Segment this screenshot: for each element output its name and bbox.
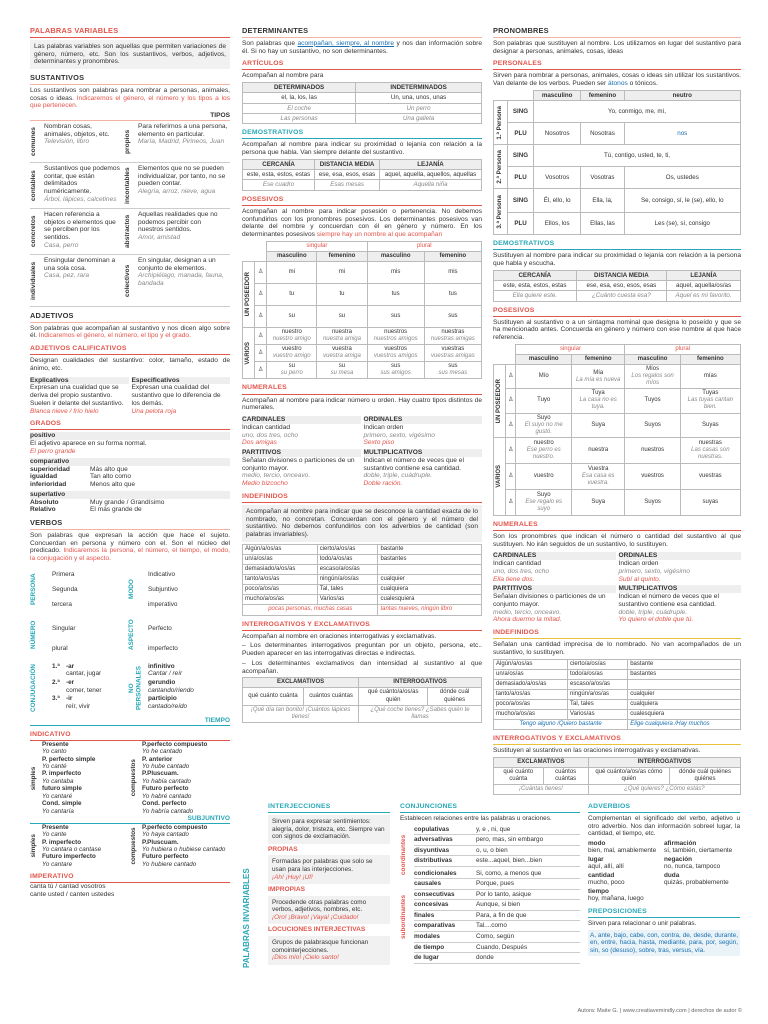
pro-posesivos-text: Sustituyen al sustantivo o a un sintagma nominal que designa lo poseído y que se ha mencionado antes. Concuerda en género y número con ese nombre al que hace referencia.	[493, 318, 741, 342]
subjuntivo-grid	[30, 824, 230, 869]
tipo-label: individuales	[30, 261, 37, 300]
interjecciones: INTERJECCIONES Sirven para expresar sentimientos: alegría, dolor, tristeza, etc. Siempre van con signos de exclamación. PROPIAS Formadas por palabras que solo se usan para las interjecciones. ¡Ah! ¡Huy! ¡Uf! IMPROPIAS Procedende otras palabras como verbos, adjetivos, nombres, etc. ¡Oro! ¡Bravo! ¡Vaya! ¡Cuidado! LOCUCIONES INTERJECTIVAS Grupos de palabrasque funcionan comointerjecciones. ¡Dios mío! ¡Cielo santo!	[268, 798, 390, 967]
imperativo-line: cante usted / canten ustedes	[30, 891, 115, 899]
conj-list: 1.ª -ar cantar, jugar 2.ª -er comer, tener 3.ª -ir reír, vivir	[52, 662, 102, 710]
pro-heading: PRONOMBRES	[493, 25, 741, 38]
adjetivos-text: Son palabras que acompañan al sustantivo y nos dicen algo sobre él. Indicaremos el género, el número, el tipo y el grado.	[30, 324, 230, 340]
subj-simples: Presente Yo cante P. imperfecto Yo cantara o cantase Futuro imperfecto Yo cantare	[42, 823, 102, 868]
subjuntivo-heading: SUBJUNTIVO	[30, 815, 230, 824]
person-icon: ♙	[506, 437, 516, 463]
demostrativos-heading: DEMOSTRATIVOS	[242, 127, 482, 139]
column-determinantes	[242, 22, 482, 723]
person-icon: ♙	[506, 413, 516, 437]
compuestos-label: compuestos	[130, 759, 137, 797]
tipo-label: comunes	[30, 126, 37, 156]
det-text: Son palabras que acompañan, siempre, al nombre y nos dan información sobre él. Si no hay un sustantivo, no son determinantes.	[242, 39, 483, 55]
tipo-desc: Para referirnos a una persona, elemento en particular. María, Madrid, Pirineos, Juan	[138, 122, 228, 146]
indefinidos-text: Acompañan al nombre para indicar que se desconoce la cantidad exacta de lo nombrado, no concretan. Concuerdan con el género y el número del sustantivo. No debemos confundirlos con los adverbios de cantidad (son palabras invariables).	[242, 505, 482, 542]
ind-simples: Presente Yo canto P. perfecto simple Yo canté P. imperfecto Yo cantaba futuro simple Yo cantaré Cond. simple Yo cantaría	[42, 740, 96, 815]
simples-label: simples	[30, 834, 37, 858]
no-personales-label: NO PERSONALES	[128, 665, 143, 710]
aspecto-label: ASPECTO	[128, 619, 135, 651]
tipo-label: colectivos	[124, 264, 131, 297]
personales-heading: PERSONALES	[493, 58, 741, 70]
section-title: PALABRAS VARIABLES	[30, 25, 230, 38]
person-icon: ♙	[506, 365, 516, 389]
pro-posesivos-heading: POSESIVOS	[493, 305, 741, 317]
aspecto-list: Perfecto imperfecto	[148, 624, 178, 652]
person-icon: ♙	[506, 463, 516, 489]
sustantivos-heading: SUSTANTIVOS	[30, 72, 230, 85]
indicativo-grid	[30, 741, 230, 815]
modo-list: Indicativo Subjuntivo imperativo	[148, 570, 178, 608]
pro-numerales-text: Son los pronombres que indican el número o cantidad del sustantivo al que sustituyen. No irán seguidos de un sustantivo, lo sustituyen.	[493, 532, 741, 548]
sup-row: Relativo El más grande de	[30, 506, 142, 514]
person-icon: ♙	[255, 345, 267, 362]
verb-props	[30, 565, 230, 717]
indicativo-heading: INDICATIVO	[30, 729, 230, 741]
positivo-example: El perro grande	[30, 448, 76, 456]
tipos-grid	[30, 121, 230, 307]
invariables-section	[242, 798, 742, 1008]
comp-row: igualdad Tan alto como	[30, 473, 132, 481]
interrogativos-heading: INTERROGATIVOS Y EXCLAMATIVOS	[242, 619, 482, 631]
subj-compuestos: P.perfecto compuesto Yo haya cantado P.Pluscuam. Yo hubiera o hubiese cantado Futuro perfecto Yo hubiere cantado	[142, 823, 226, 868]
positivo-label: positivo	[30, 432, 230, 440]
tiempo-heading: TIEMPO	[30, 717, 230, 726]
person-icon: ♙	[255, 262, 267, 284]
demostrativos-table: CERCANÍA DISTANCIA MEDIA LEJANÍA este, esta, estos, estas ese, esa, esos, esas aquel, aquella, aquellos, aquellas Ese cuadro Esas mesas Aquella niña	[242, 159, 482, 191]
footer-credit: Autora: Maite G. | www.creatiavemindly.com | derechos de autor ©	[577, 1008, 742, 1014]
comp-row: superioridad Más alto que	[30, 465, 128, 473]
adverbios: ADVERBIOS Complementan el significado del verbo, adjetivo u otro adverbio. Nos dan información sobreel lugar, la cantidad, el tiempo, etc. modo bien, mal, amablemente afirmación sí, también, ciertamente lugar aquí, allí, allí negación no, nunca, tampoco cantidad mucho, poco duda quizás, probablemente tiempo hoy, mañana, luego PREPOSICIONES Sirven para relacionar o unir palabras. A, ante, bajo, cabe, con, contra, de, desde, durante, en, entre, hacia, hasta, mediante, para, por, según, sin, so (desuso), sobre, tras, versus, vía.	[588, 798, 740, 958]
personales-table: masculino femenino neutro 1.ª Persona SING Yo, conmigo, me, mí, PLU Nosotros Nosotras nos 2.ª Persona SING Tú, contigo, usted, te, ti, PLU Vosotros Vosotras Os, ustedes 3.ª Persona SING Él, ello, lo Ella, la, Se, consigo, sí, le (se), ello, lo PLU Ellos, los Ellas, las Les (se), sí, consigo	[493, 90, 741, 235]
person-icon: ♙	[255, 362, 267, 379]
pro-interrogativos-heading: INTERROGATIVOS Y EXCLAMATIVOS	[493, 733, 741, 745]
person-icon: ♙	[506, 389, 516, 413]
posesivos-heading: POSESIVOS	[242, 194, 482, 206]
tipo-label: incontables	[124, 167, 131, 204]
calificativos-text: Designan cualidades del sustantivo: color, tamaño, estado de ánimo, etc.	[30, 357, 230, 372]
coordinantes-label: coordinantes	[400, 834, 407, 875]
person-icon: ♙	[506, 489, 516, 515]
comp-row: inferioridad Menos alto que	[30, 481, 136, 489]
tipo-desc: Sustantivos que podemos contar, que están delimitados numéricamente. Árbol, lápices, calcetines	[44, 164, 120, 203]
numerales-grid: PARTITIVOS Señalan divisiones o particiones de un conjunto mayor. medio, tercio, onceavo. Medio bizcocho MULTIPLICATIVOS Indican el número de veces que el sustantivo contiene esa cantidad. doble, triple, cuádruple. Doble ración.	[242, 447, 482, 488]
tipo-desc: Nombran cosas, animales, objetos, etc. Televisión, libro	[44, 122, 110, 146]
exclamativos-table: EXCLAMATIVOS INTERROGATIVOS qué cuánto cuánta cuántos cuántas qué cuánto/a/os/as quién dónde cuál quiénes ¡Qué día tan bonito! ¡Cuántos lápices tienes! ¿Qué coche tienes? ¿Sabes quién te llamas	[242, 677, 482, 722]
tipo-row	[30, 163, 230, 209]
pro-indefinidos-heading: INDEFINIDOS	[493, 627, 741, 639]
column-variables	[30, 22, 230, 899]
numerales-text: Acompañan al nombre para indicar número u orden. Hay cuatro tipos distintos de numerales.	[242, 396, 482, 412]
interrogativos-text: Acompañan al nombre en oraciones interrogativas y exclamativas.	[242, 632, 437, 640]
numerales-grid: CARDINALES Indican cantidad uno, dos tres, ocho Dos amigas ORDINALES Indican orden primero, sexto, vigésimo Sexto piso	[242, 414, 482, 447]
grados-heading: GRADOS	[30, 418, 230, 430]
pro-demostrativos-heading: DEMOSTRATIVOS	[493, 238, 741, 250]
tipo-desc: Ensingular denominan a una sola cosa. Casa, pez, rara	[44, 256, 116, 280]
imperativo-line: canta tú / cantad vosotros	[30, 883, 106, 891]
pro-indefinidos-text: Señalan una cantidad imprecisa de lo nombrado. No van acompañados de un sustantivo, lo sustituyen.	[493, 641, 741, 656]
person-icon: ♙	[255, 284, 267, 306]
tipo-desc: Aquellas realidades que no podemos percibir con nuestros sentidos. Amor, amistad	[138, 210, 218, 242]
pro-demostrativos-table: CERCANÍA DISTANCIA MEDIA LEJANÍA este, esta, estos, estas ese, esa, eso, esos, esas aquel, aquella/os/as Ella quiere este. ¿Cuánto cuesta esa? Aquel es mi favorito.	[493, 270, 741, 302]
tipo-label: propios	[124, 129, 131, 154]
imperativo-heading: IMPERATIVO	[30, 871, 230, 883]
pro-numerales-heading: NUMERALES	[493, 519, 741, 531]
verbos-text: Son palabras que expresan la acción que hace el sujeto. Concuerdan en persona y número con el. Son el núcleo del predicado. Indicaremos la persona, el número, el tiempo, el modo, la conjugación y el aspecto.	[30, 531, 230, 563]
calificativos-heading: ADJETIVOS CALIFICATIVOS	[30, 343, 230, 355]
interrogativos-bullet: – Los determinantes interrogativos preguntan por un objeto, persona, etc.. Pueden aparecer en las interrogativas directas e indirectas.	[242, 642, 483, 658]
compuestos-label: compuestos	[130, 827, 137, 865]
invariables-label: PALABRAS INVARIABLES	[242, 868, 251, 968]
preposiciones-heading: PREPOSICIONES	[588, 906, 740, 918]
sustantivos-text: Los sustantivos son palabras para nombrar a personas, animales, cosas o ideas. Indicaremos el género, el número y los tipos a los que pertenecen.	[30, 86, 230, 110]
especificativos: Especificativos Expresan una cualidad del sustantivo que lo diferencia de los demás. Una pelota roja	[132, 375, 231, 416]
articulos-heading: ARTÍCULOS	[242, 58, 482, 70]
pro-numerales-grid: PARTITIVOS Señalan divisiones o particiones de un conjunto mayor. medio, tercio, onceavo. Ahora duermo la mitad. MULTIPLICATIVOS Indican el número de veces que el sustantivo contiene esa cantidad. doble, triple, cuádruple. Yo quiero el doble que tú.	[493, 583, 741, 624]
subordinantes-label: subordinantes	[400, 894, 407, 939]
pro-indefinidos-table: Algún/a/os/as cierto/a/os/as bastante un/a/os/as todo/a/os/as bastantes demasiado/a/os/as escaso/a/os/as tanto/a/os/as ningún/a/os/as cualquier poco/a/os/as Tal, tales cualquiera mucho/a/os/as Varios/as cualesquiera Tengo alguno /Quiero bastante Elige cualquiera /Hay muchos	[493, 659, 741, 731]
sup-row: Absoluto Muy grande / Grandísimo	[30, 498, 165, 506]
indefinidos-heading: INDEFINIDOS	[242, 491, 482, 503]
tipo-desc: Hacen referencia a objetos o elementos que se perciben por los sentidos. Casa, perro	[44, 210, 116, 249]
pro-posesivos-table: singular plural masculino femenino masculino femenino UN POSEEDOR ♙ Mío Mía La mía es nueva Míos Los regalos son míos mías ♙ Tuyo Tuya La casa no es tuya. Tuyos Tuyas Las tuyas cantan bien. ♙ Suyo El suyo no me gustó. Suya Suyos Suyas VARIOS ♙ nuestro Ese perro es nuestro. nuestra nuestros nuestras Las casas son nuestras. ♙ vuestro Vuestra Esa casa es vuestra. vuestros vuestras ♙ Suyo Ese regalo es suyo Suya Suyos suyas	[493, 344, 741, 516]
person-icon: ♙	[255, 306, 267, 328]
person-icon: ♙	[255, 328, 267, 345]
interrogativos-bullet: – Los determinantes exclamativos dan intensidad al sustantivo al que acompañan.	[242, 659, 483, 675]
det-heading: DETERMINANTES	[242, 25, 482, 38]
demostrativos-text: Acompañan al nombre para indicar su proximidad o lejanía con relación a la persona que habla. Van siempre delante del sustantivo.	[242, 141, 482, 157]
pro-demostrativos-text: Sustituyen al nombre para indicar su proximidad o lejanía con relación a la persona que habla y escucha.	[493, 252, 741, 267]
positivo-text: El adjetivo aparece en su forma normal.	[30, 440, 147, 448]
preposiciones-list: A, ante, bajo, cabe, con, contra, de, desde, durante, en, entre, hacia, hasta, mediante, para, por, según, sin, so (desuso), sobre, tras, versus, vía.	[588, 930, 740, 957]
persona-label: PERSONA	[30, 573, 37, 605]
modo-label: MODO	[128, 579, 135, 599]
comparativo-label: comparativo	[30, 458, 230, 466]
explicativos: Explicativos Expresan una cualidad que se deriva del propio sustantivo. Suelen ir delante del sustantivo. Blanca nieve / frío hielo	[30, 375, 132, 416]
tipo-label: contables	[30, 169, 37, 201]
tipo-row	[30, 121, 230, 163]
intro-text: Las palabras variables son aquellas que permiten variaciones de género, número, etc. Son los sustantivos, verbos, adjetivos, determinantes y pronombres.	[30, 40, 230, 69]
articulos-table: DETERMINADOS INDETERMINADOS el, la, los, las Un, una, unos, unas El coche Un perro Las personas Una galleta	[242, 82, 482, 124]
tipo-row	[30, 209, 230, 255]
pro-interrogativos-text: Sustituyen al sustantivo en las oraciones interrogativas y exclamativas.	[493, 747, 701, 755]
superlativo-label: superlativo	[30, 491, 230, 499]
tipo-label: concretos	[30, 215, 37, 248]
conjugacion-label: CONJUGACIÓN	[30, 663, 37, 712]
persona-list: Primera Segunda tercera	[52, 570, 78, 608]
ind-compuestos: P.perfecto compuesto Yo he cantado P. anterior Yo hube cantado P.Pluscuam. Yo había cantado Futuro perfecto Yo habré cantado Cond. perfecto Yo habría cantado	[142, 740, 208, 815]
tipo-desc: Elementos que no se pueden individualizar, por tanto, no se pueden contar. Alegría, arroz, nieve, agua	[138, 164, 226, 196]
posesivos-table: singular plural masculino femenino masculino femenino UN POSEEDOR ♙ mi mi mis mis ♙ tu tu tus tus ♙ su su sus sus VARIOS ♙ nuestro nuestro amigo nuestra nuestra amiga nuestros nuestros amigos nuestras nuestras amigas ♙ vuestro vuestro amigo vuestra vuestra amiga vuestros vuestros amigos vuestras vuestras amigas ♙ su su perro su su mesa sus sus amigos sus sus mesas	[242, 241, 482, 380]
verbos-heading: VERBOS	[30, 517, 230, 530]
numerales-heading: NUMERALES	[242, 382, 482, 394]
adjetivos-heading: ADJETIVOS	[30, 310, 230, 323]
posesivos-text: Acompañan al nombre para indicar posesión o pertenencia. No debemos confundirlos con los pronombres posesivos. Los determinantes posesivos van delante del nombre y concuerdan con él en género y número. En los determinantes posesivos siempre hay un nombre al que acompañan	[242, 207, 482, 239]
numero-list: Singular plural	[52, 624, 76, 652]
tipos-heading: TIPOS	[30, 112, 230, 121]
pro-exclamativos-table: EXCLAMATIVOS INTERROGATIVOS qué cuánto cuánta cuántos cuántas qué cuánto/a/os/as cómo quién dónde cuál quiénes quiénes ¡Cuántas tienes! ¿Qué quieres? ¿Cómo estás?	[493, 757, 741, 795]
pro-text: Son palabras que sustituyen al nombre. Los utilizamos en lugar del sustantivo para designar a personas, animales, cosas, ideas	[493, 39, 741, 55]
pro-numerales-grid: CARDINALES Indican cantidad uno, dos tres, ocho Ella tiene dos. ORDINALES Indican orden primero, sexto, vigésimo Subí al quinto.	[493, 550, 741, 583]
column-pronombres	[493, 22, 741, 795]
explicativos-especificativos	[30, 375, 230, 416]
simples-label: simples	[30, 766, 37, 790]
tipo-row	[30, 255, 230, 307]
conjunciones: CONJUNCIONES Establecen relaciones entre las palabras u oraciones. coordinantes copulativas y, e , ni, que adversativas pero, mas, sin embargo disyuntivas o, u, o bien distributivas este...aquel, bien...bien subordinantes condicionales Si, como, a menos que causales Porque, pues consecutivas Por lo tanto, asique concesivas Aunque, si bien finales Para, a fin de que comparativas Tal....como modales Como, según de tiempo Cuando, Después de lugar donde	[400, 798, 580, 964]
numero-label: NÚMERO	[30, 620, 37, 650]
tipo-label: abstractos	[124, 214, 131, 249]
nopers-list: infinitivo Cantar / reír gerundio cantando/riendo participio cantado/reído	[148, 662, 194, 710]
tipo-desc: En singular, designan a un conjunto de elementos. Archipiélago, manada, fauna, bandada	[138, 256, 224, 288]
personales-text: Sirven para nombrar a personas, animales, cosas o ideas sin utilizar los sustantivos. Van delante de los verbos. Pueden ser átonos o tónicos.	[493, 72, 741, 88]
indefinidos-table: Algún/a/os/as cierto/a/os/as bastante un/a/os/as todo/a/os/as bastantes demasiado/a/os/as escaso/a/os/as tanto/a/os/as ningún/a/os/as cualquier poco/a/os/as Tal, tales cualquiera mucho/a/os/as Varios/as cualesquiera pocas personas, muchas casas tantas nueves, ningún libro	[242, 544, 482, 616]
articulos-text: Acompañan al nombre para	[242, 72, 324, 80]
